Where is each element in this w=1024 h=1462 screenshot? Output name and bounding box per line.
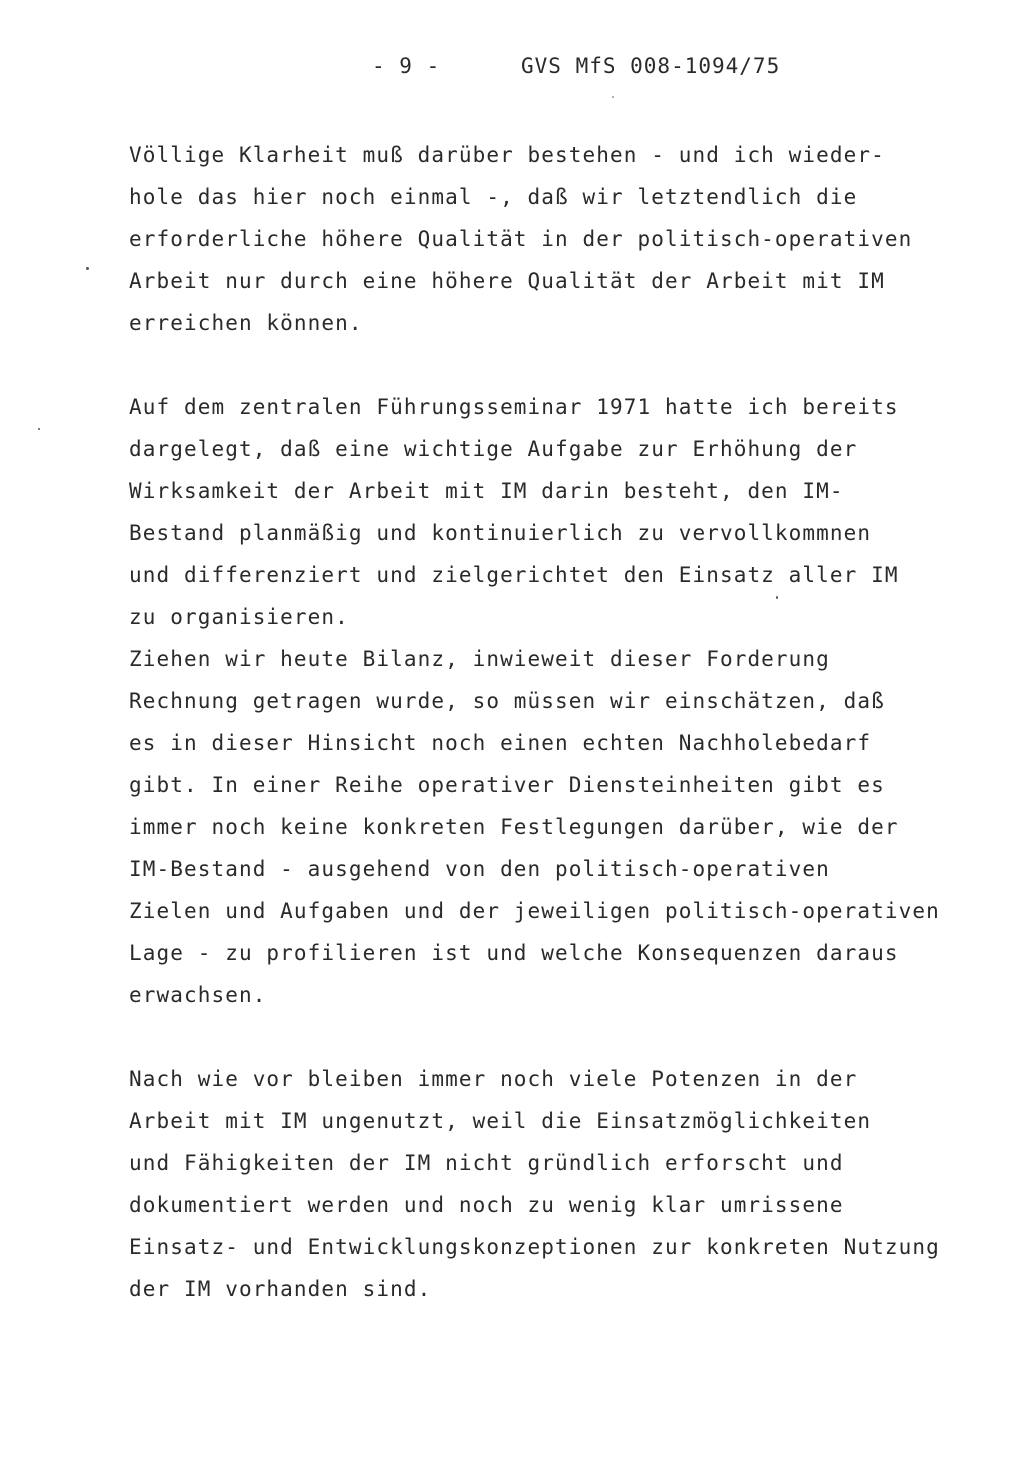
page-number: - 9 - bbox=[372, 54, 441, 78]
text-line: Zielen und Aufgaben und der jeweiligen politisch-operativen bbox=[129, 899, 940, 923]
page-header bbox=[0, 54, 1024, 86]
scan-speck bbox=[86, 267, 89, 270]
text-line: Einsatz- und Entwicklungskonzeptionen zur konkreten Nutzung bbox=[129, 1235, 940, 1259]
text-line: es in dieser Hinsicht noch einen echten Nachholebedarf bbox=[129, 731, 872, 755]
scan-speck bbox=[612, 96, 614, 98]
text-line: Nach wie vor bleiben immer noch viele Potenzen in der bbox=[129, 1067, 858, 1091]
text-line: erforderliche höhere Qualität in der politisch-operativen bbox=[129, 227, 913, 251]
text-line: Arbeit mit IM ungenutzt, weil die Einsatzmöglichkeiten bbox=[129, 1109, 872, 1133]
text-line: und differenziert und zielgerichtet den Einsatz aller IM bbox=[129, 563, 899, 587]
document-reference: GVS MfS 008-1094/75 bbox=[521, 54, 781, 78]
text-line: Auf dem zentralen Führungsseminar 1971 hatte ich bereits bbox=[129, 395, 899, 419]
paragraph-1 bbox=[129, 134, 929, 344]
paragraph-2 bbox=[129, 386, 940, 1016]
body-text bbox=[129, 134, 940, 1310]
text-line: Rechnung getragen wurde, so müssen wir einschätzen, daß bbox=[129, 689, 885, 713]
text-line: dokumentiert werden und noch zu wenig klar umrissene bbox=[129, 1193, 844, 1217]
text-line: Arbeit nur durch eine höhere Qualität der Arbeit mit IM bbox=[129, 269, 885, 293]
text-line: Lage - zu profilieren ist und welche Konsequenzen daraus bbox=[129, 941, 899, 965]
paragraph-3 bbox=[129, 1058, 940, 1310]
text-line: erreichen können. bbox=[129, 311, 363, 335]
text-line: der IM vorhanden sind. bbox=[129, 1277, 432, 1301]
text-line: und Fähigkeiten der IM nicht gründlich erforscht und bbox=[129, 1151, 844, 1175]
text-line: zu organisieren. bbox=[129, 605, 349, 629]
text-line: Bestand planmäßig und kontinuierlich zu vervollkommnen bbox=[129, 521, 872, 545]
text-line: hole das hier noch einmal -, daß wir letztendlich die bbox=[129, 185, 858, 209]
text-line: immer noch keine konkreten Festlegungen darüber, wie der bbox=[129, 815, 899, 839]
text-line: Völlige Klarheit muß darüber bestehen - und ich wieder- bbox=[129, 143, 885, 167]
text-line: dargelegt, daß eine wichtige Aufgabe zur Erhöhung der bbox=[129, 437, 858, 461]
text-line: Wirksamkeit der Arbeit mit IM darin besteht, den IM- bbox=[129, 479, 844, 503]
paragraph-gap bbox=[129, 344, 929, 386]
scan-speck bbox=[776, 596, 778, 599]
paragraph-gap bbox=[129, 1016, 929, 1058]
scan-speck bbox=[38, 428, 40, 430]
text-line: IM-Bestand - ausgehend von den politisch-operativen bbox=[129, 857, 830, 881]
text-line: Ziehen wir heute Bilanz, inwieweit dieser Forderung bbox=[129, 647, 830, 671]
text-line: gibt. In einer Reihe operativer Diensteinheiten gibt es bbox=[129, 773, 885, 797]
text-line: erwachsen. bbox=[129, 983, 267, 1007]
